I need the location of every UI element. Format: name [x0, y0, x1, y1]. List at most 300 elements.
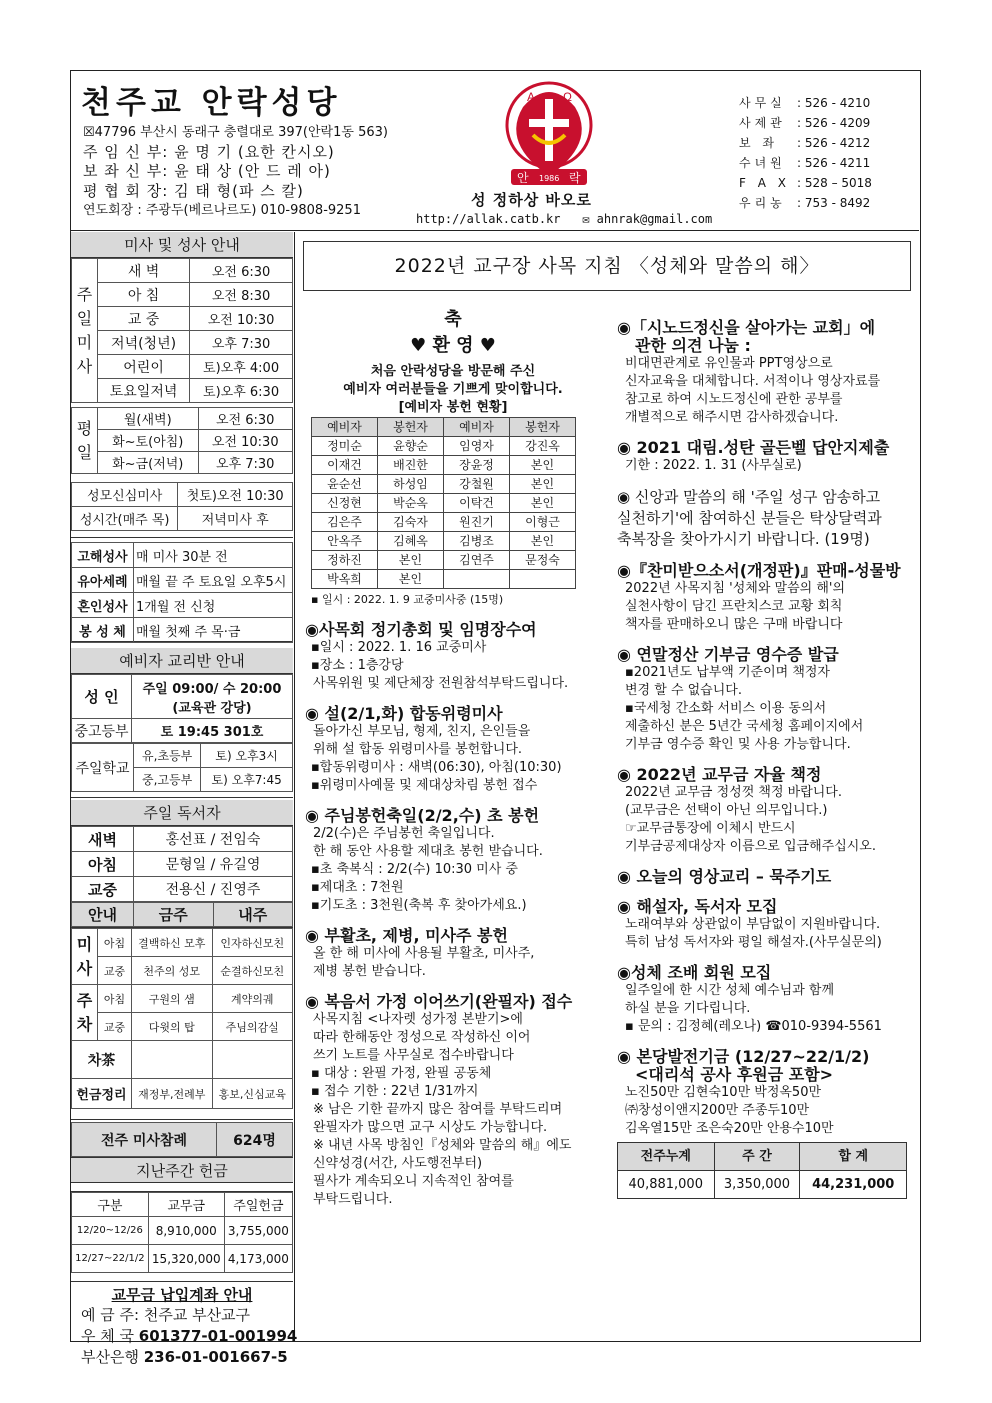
sponsor-cell: 배진한 [378, 456, 444, 475]
notice-line: 위해 설 합동 위령미사를 봉헌합니다. [313, 742, 523, 757]
notice-line: ▪초 축복식 : 2/2(수) 10:30 미사 중 [311, 862, 518, 877]
sacrament-table [71, 542, 293, 643]
notice-line: 실천사항이 담긴 프란치스코 교황 회칙 [625, 599, 843, 614]
notice-line: 필사가 계속되오니 지속적인 참여를 [313, 1174, 514, 1189]
collection-header-row [72, 1193, 293, 1217]
mass-schedule [71, 232, 293, 538]
mass-row [72, 307, 293, 331]
notice-line: 기한 : 2022. 1. 31 (사무실로) [625, 458, 802, 473]
sponsor-cell: 윤순선 [312, 475, 378, 494]
sacrament-info: 1개월 전 신청 [134, 593, 293, 618]
notice-line: 기부금 영수증 확인 및 사용 가능합니다. [625, 737, 851, 752]
phone-row [739, 193, 872, 213]
notice-line: ▪ 접수 기한 : 22년 1/31까지 [311, 1084, 479, 1099]
mass-name: 토요일저녁 [98, 379, 190, 403]
phone-row [739, 93, 872, 113]
reader-row [72, 877, 293, 902]
notice-line: ㈜창성이앤지200만 주종두10만 [625, 1103, 810, 1118]
left-column [71, 232, 298, 1366]
parish-logo [503, 77, 595, 189]
sponsor-row [312, 437, 576, 456]
welcome-table-title: [예비자 봉헌 현황] [398, 400, 508, 415]
reader-row [72, 827, 293, 852]
sacrament-info: 매월 첫째 주 목·금 [134, 618, 293, 643]
yeondo-leader: 연도회장 : 주광두(베르나르도) 010-9808-9251 [83, 203, 361, 218]
duty-table [71, 928, 293, 1109]
phone-label: 사무실 [739, 96, 786, 110]
notice-section [305, 927, 601, 981]
notice-line: ▪위령미사예물 및 제대상차림 봉헌 접수 [311, 778, 538, 793]
duty-this-week: 구원의 샘 [132, 985, 213, 1013]
sacrament-row [72, 543, 293, 568]
devotion-time: 첫토)오전 10:30 [178, 483, 293, 507]
mass-name: 화~금(저녁) [98, 452, 199, 474]
collection-cell: 8,910,000 [148, 1217, 224, 1245]
reader-mass: 교중 [72, 877, 134, 902]
notice-line: 일주일에 한 시간 성체 예수님과 함께 [625, 983, 835, 998]
notice-section [617, 868, 919, 886]
sacrament-info: 매 미사 30분 전 [134, 543, 293, 568]
phone-label: 수녀원 [739, 156, 786, 170]
sacrament-row [72, 618, 293, 643]
notice-title: ◉ 2022년 교무금 자율 책정 [617, 765, 822, 784]
logo-left-text: 안 [517, 171, 529, 185]
devotion-row [72, 507, 293, 531]
mass-row [72, 331, 293, 355]
notice-line: 2022년 사목지침 '성체와 말씀의 해'의 [625, 581, 846, 596]
notice-line: 특히 남성 독서자와 평일 해설자.(사무실문의) [625, 935, 882, 950]
sacrament-info: 매월 끝 주 토요일 오후5시 [134, 568, 293, 593]
sacrament-name: 혼인성사 [72, 593, 134, 618]
parish-info [83, 123, 388, 221]
notice-section [305, 807, 601, 915]
catechumen-sponsor-table [311, 417, 576, 589]
tea-row [72, 1041, 293, 1079]
account-row [81, 1347, 293, 1368]
sponsor-cell: 신정현 [312, 494, 378, 513]
duty-mass: 아침 [98, 985, 132, 1013]
sponsor-cell: 강철원 [444, 475, 510, 494]
tea-this-week [132, 1041, 213, 1079]
duty-this-week: 다윗의 탑 [132, 1013, 213, 1041]
notice-title: ◉ 설(2/1,화) 합동위령미사 [305, 704, 503, 723]
web-contact [416, 212, 712, 226]
duty-header-cell: 금주 [134, 903, 214, 927]
duty-mass: 교중 [98, 1013, 132, 1041]
devotion-table [71, 482, 293, 531]
sponsor-row [312, 532, 576, 551]
phone-row [739, 113, 872, 133]
notice-section [617, 646, 919, 754]
collection-cell: 4,173,000 [224, 1245, 292, 1273]
school-group: 중,고등부 [134, 768, 201, 792]
fund-value-cell: 44,231,000 [800, 1171, 907, 1199]
phone-number: : 526 - 4211 [797, 156, 871, 170]
mass-name: 교 중 [98, 307, 190, 331]
notice-line: ▪합동위령미사 : 새벽(06:30), 아침(10:30) [311, 760, 562, 775]
sponsor-cell: 박순옥 [378, 494, 444, 513]
email-link[interactable]: ✉ ahnrak@gmail.com [582, 212, 713, 226]
notice-line: 변경 할 수 없습니다. [625, 683, 742, 698]
readers-title: 주일 독서자 [71, 800, 293, 826]
devotion-row [72, 483, 293, 507]
notice-line: ▪2021년도 납부액 기준이며 책정자 [625, 665, 830, 680]
reader-names: 문형일 / 유길영 [134, 852, 293, 877]
fund-header-cell: 전주누계 [618, 1143, 715, 1171]
notice-line: 비대면관계로 유인물과 PPT영상으로 [625, 356, 833, 371]
phone-label: 보 좌 [739, 136, 778, 150]
sponsor-cell: 김혜옥 [378, 532, 444, 551]
notice-line: 노진50만 김현숙10만 박정옥50만 [625, 1085, 822, 1100]
bulletin-page [70, 70, 921, 1366]
notice-title: ◉ 2021 대림.성탄 골든벨 답안지제출 [617, 438, 890, 457]
collection-cell: 12/27~22/1/2 [72, 1245, 149, 1273]
notice-section [617, 487, 919, 550]
notice-title: ◉성체 조배 회원 모집 [617, 963, 772, 982]
parish-title: 천주교 안락성당 [81, 85, 342, 121]
notice-line: 기부금공제대상자 이름으로 입금해주십시오. [625, 839, 876, 854]
notice-line: 하실 분을 기다립니다. [625, 1001, 751, 1016]
notice-line: 돌아가신 부모님, 형제, 친지, 은인들을 [313, 724, 531, 739]
school-time: 토) 오후7:45 [201, 768, 293, 792]
phone-number: : 526 - 4212 [797, 136, 871, 150]
mass-time: 오전 8:30 [190, 283, 293, 307]
notice-section [617, 898, 919, 952]
sponsor-cell [510, 570, 576, 589]
duty-mass: 교중 [98, 957, 132, 985]
sacrament-row [72, 593, 293, 618]
mass-name: 월(새벽) [98, 408, 199, 430]
notice-title: ◉『찬미받으소서(개정판)』판매-성물방 [617, 561, 901, 580]
fund-value-cell: 3,350,000 [714, 1171, 800, 1199]
tea-label: 차茶 [72, 1041, 132, 1079]
fund-value-row [618, 1171, 907, 1199]
duty-label: 주 차 [72, 985, 98, 1041]
sacrament-info [71, 542, 293, 642]
notice-subtitle: <대리석 공사 후원금 포함> [635, 1065, 834, 1084]
offering-next-week: 홍보,신심교육 [212, 1079, 293, 1109]
duty-row [72, 957, 293, 985]
duty-next-week: 순결하신모친 [212, 957, 293, 985]
weekday-label: 평 일 [72, 408, 98, 474]
sponsor-cell: 본인 [510, 532, 576, 551]
duty-header-table [71, 902, 293, 927]
notice-line: ▪일시 : 2022. 1. 16 교중미사 [311, 640, 487, 655]
reader-names: 홍선표 / 전임숙 [134, 827, 293, 852]
notice-line: ☞교무금통장에 이체시 반드시 [625, 821, 796, 836]
notice-line: ◉ 신앙과 말씀의 해 '주일 성구 암송하고 [617, 488, 881, 506]
fund-header-cell: 합 계 [800, 1143, 907, 1171]
notice-line: 사목지침 <나자렛 성가정 본받기>에 [313, 1012, 523, 1027]
school-time: 토) 오후3시 [201, 744, 293, 768]
assistant-priest: 보 좌 신 부: 윤 태 상 (안 드 레 아) [83, 162, 331, 180]
sponsor-cell [444, 570, 510, 589]
notice-subtitle: 관한 의견 나눔 : [635, 336, 751, 355]
sponsor-cell: 본인 [378, 551, 444, 570]
mass-time: 오후 7:30 [198, 452, 293, 474]
notice-line: 제출하신 분은 5년간 국세청 홈페이지에서 [625, 719, 864, 734]
catechumen-title: 예비자 교리반 안내 [71, 648, 293, 674]
phone-label: F A X [739, 176, 790, 190]
sponsor-cell: 정미순 [312, 437, 378, 456]
devotion-name: 성모신심미사 [72, 483, 178, 507]
sacrament-name: 고해성사 [72, 543, 134, 568]
school-group: 유,초등부 [134, 744, 201, 768]
mass-row [72, 408, 293, 430]
logo-alpha: A [527, 90, 536, 104]
phone-row [739, 133, 872, 153]
fund-header-row [618, 1143, 907, 1171]
notice-line: 따라 한해동안 정성으로 작성하신 이어 [313, 1030, 531, 1045]
phone-number: : 528 – 5018 [797, 176, 872, 190]
mass-name: 저녁(청년) [98, 331, 190, 355]
notice-section [305, 705, 601, 795]
logo-omega: Ω [563, 90, 572, 104]
reader-mass: 아침 [72, 852, 134, 877]
notice-line: ▪국세청 간소화 서비스 이용 동의서 [625, 701, 827, 716]
collection-header-cell: 교무금 [148, 1193, 224, 1217]
collection-row [72, 1245, 293, 1273]
account-number: 천주교 부산교구 [143, 1306, 251, 1324]
notice-line: 김옥열15만 조은숙20만 안용수10만 [625, 1121, 834, 1136]
sponsor-cell: 김은주 [312, 513, 378, 532]
readers-table [71, 826, 293, 902]
logo-year: 1986 [539, 174, 560, 183]
notice-line: ▪ 문의 : 김정혜(레오나) ☎010-9394-5561 [625, 1019, 882, 1034]
website-link[interactable]: http://allak.catb.kr [416, 212, 561, 226]
notice-line: 실천하기'에 참여하신 분들은 탁상달력과 [617, 509, 882, 527]
phone-number: : 753 - 8492 [797, 196, 871, 210]
sponsor-cell: 문정숙 [510, 551, 576, 570]
welcome-heading [305, 307, 601, 359]
sponsor-header-row [312, 418, 576, 437]
account-title: 교무금 납입계좌 안내 [111, 1286, 253, 1304]
notice-title: ◉ 연말정산 기부금 영수증 발급 [617, 645, 839, 664]
phone-row [739, 153, 872, 173]
sacrament-name: 봉 성 체 [72, 618, 134, 643]
sponsor-cell: 임영자 [444, 437, 510, 456]
sponsor-row [312, 494, 576, 513]
notice-line: ▪기도초 : 3천원(축복 후 찾아가세요.) [311, 898, 527, 913]
notice-section [617, 766, 919, 856]
reader-names: 전용신 / 진영주 [134, 877, 293, 902]
duty-next-week: 인자하신모친 [212, 929, 293, 957]
notice-line: 제병 봉헌 받습니다. [313, 964, 426, 979]
notice-line: 신자교육을 대체합니다. 서적이나 영상자료를 [625, 374, 881, 389]
sponsor-cell: 장윤정 [444, 456, 510, 475]
notice-title: ◉ 본당발전기금 (12/27~22/1/2) [617, 1047, 870, 1066]
notice-line: 쓰기 노트를 사무실로 접수바랍니다 [313, 1048, 514, 1063]
duty-header-cell: 내주 [213, 903, 293, 927]
mass-row [72, 452, 293, 474]
notice-title: ◉「시노드정신을 살아가는 교회」에 [617, 318, 876, 337]
mass-row [72, 430, 293, 452]
duty-next-week: 계약의궤 [212, 985, 293, 1013]
duty-this-week: 천주의 성모 [132, 957, 213, 985]
council-president: 평 협 회 장: 김 태 형(파 스 칼) [83, 181, 304, 200]
phone-row [739, 173, 872, 193]
duty-next-week: 주님의감실 [212, 1013, 293, 1041]
fund-total-table [617, 1142, 907, 1199]
reader-mass: 새벽 [72, 827, 134, 852]
sponsor-cell: 본인 [510, 475, 576, 494]
right-column [617, 307, 919, 1199]
collection-title: 지난주간 헌금 [71, 1157, 293, 1183]
sunday-mass-table [71, 258, 293, 403]
duty-label: 미 사 [72, 929, 98, 985]
sponsor-cell: 안옥주 [312, 532, 378, 551]
sponsor-cell: 이탁건 [444, 494, 510, 513]
mass-name: 어린이 [98, 355, 190, 379]
attendance-count: 624명 [216, 1123, 292, 1157]
account-row [81, 1305, 293, 1326]
phone-list [739, 93, 872, 213]
pastoral-guideline-banner: 2022년 교구장 사목 지침 〈성체와 말씀의 해〉 [303, 241, 911, 291]
mass-time: 오후 7:30 [190, 331, 293, 355]
notice-line: 신약성경(서간, 사도행전부터) [313, 1156, 483, 1171]
account-number: 236-01-001667-5 [143, 1348, 288, 1366]
phone-number: : 526 - 4209 [797, 116, 871, 130]
notice-section [617, 1048, 919, 1138]
mass-name: 화~토(아침) [98, 430, 199, 452]
attendance-label: 전주 미사참례 [72, 1123, 217, 1157]
header [71, 71, 919, 231]
account-bank: 예 금 주: [81, 1306, 140, 1324]
sponsor-cell: 강진옥 [510, 437, 576, 456]
offering-row [72, 1079, 293, 1109]
mass-row [72, 355, 293, 379]
mass-name: 아 침 [98, 283, 190, 307]
collection-box [71, 1192, 293, 1282]
account-bank: 우 체 국 [81, 1327, 135, 1345]
duty-row [72, 1013, 293, 1041]
sponsor-cell: 본인 [510, 456, 576, 475]
welcome-desc-2: 예비자 여러분들을 기쁘게 맞이합니다. [343, 382, 563, 397]
duty-this-week: 결백하신 모후 [132, 929, 213, 957]
collection-row [72, 1217, 293, 1245]
collection-cell: 12/20~12/26 [72, 1217, 149, 1245]
notice-line: 올 한 해 미사에 사용될 부활초, 미사주, [313, 946, 535, 961]
notice-section [617, 439, 919, 475]
notice-line: 2/2(수)은 주님봉헌 축일입니다. [313, 826, 495, 841]
notice-title: ◉ 오늘의 영상교리 – 묵주기도 [617, 867, 832, 886]
offering-label: 헌금정리 [72, 1079, 132, 1109]
mass-time: 토)오후 6:30 [190, 379, 293, 403]
notice-section [305, 993, 601, 1209]
fund-header-cell: 주 간 [714, 1143, 800, 1171]
sponsor-cell: 김연주 [444, 551, 510, 570]
sponsor-cell: 이형근 [510, 513, 576, 532]
sunday-school-table [71, 743, 293, 792]
sponsor-header-cell: 봉헌자 [510, 418, 576, 437]
welcome-line-1: 축 [444, 309, 462, 330]
notice-section [617, 319, 919, 427]
mass-row [72, 379, 293, 403]
notice-line: ▪제대초 : 7천원 [311, 880, 404, 895]
offering-this-week: 재정부,전례부 [132, 1079, 213, 1109]
sponsor-cell: 김병조 [444, 532, 510, 551]
sponsor-row [312, 456, 576, 475]
sponsor-cell: 본인 [378, 570, 444, 589]
tea-next-week [212, 1041, 293, 1079]
notice-line: 축복장을 찾아가시기 바랍니다. (19명) [617, 530, 870, 548]
adult-class-place: (교육관 강당) [172, 700, 252, 716]
sponsor-row [312, 551, 576, 570]
account-box [71, 1284, 298, 1366]
sponsor-cell: 본인 [510, 494, 576, 513]
notice-line: 2022년 교무금 정성껏 책정 바랍니다. [625, 785, 842, 800]
adult-class-time: 주일 09:00/ 수 20:00 [142, 681, 282, 697]
sponsor-row [312, 513, 576, 532]
middle-column [305, 307, 601, 1209]
welcome-date-note: ▪ 일시 : 2022. 1. 9 교중미사중 (15명) [311, 593, 504, 606]
reader-row [72, 852, 293, 877]
mass-schedule-title: 미사 및 성사 안내 [71, 232, 293, 258]
notice-line: 참고로 하여 시노드정신에 관한 공부를 [625, 392, 843, 407]
notice-line: 책자를 판매하오니 많은 구매 바랍니다 [625, 617, 843, 632]
duty-mass: 아침 [98, 929, 132, 957]
duty-row [72, 985, 293, 1013]
address: ☒47796 부산시 동래구 충렬대로 397(안락1동 563) [83, 125, 388, 140]
duty-row [72, 929, 293, 957]
adult-class-label: 성 인 [72, 675, 132, 719]
mass-time: 오전 10:30 [198, 430, 293, 452]
sponsor-cell: 윤향순 [378, 437, 444, 456]
phone-label: 사제관 [739, 116, 786, 130]
devotion-name: 성시간(매주 목) [72, 507, 178, 531]
account-row [81, 1326, 298, 1347]
notice-section [617, 562, 919, 634]
notice-line: ▪장소 : 1층강당 [311, 658, 404, 673]
collection-header-cell: 구분 [72, 1193, 149, 1217]
sunday-readers [71, 800, 293, 928]
mass-time: 토)오후 4:00 [190, 355, 293, 379]
notice-title: ◉ 부활초, 제병, 미사주 봉헌 [305, 926, 508, 945]
sponsor-header-cell: 예비자 [444, 418, 510, 437]
notice-line: 부탁드립니다. [313, 1192, 393, 1207]
youth-class-label: 중고등부 [72, 719, 132, 743]
notice-line: ▪ 대상 : 완필 가정, 완필 공동체 [311, 1066, 492, 1081]
notice-line: 사목위원 및 제단체장 전원참석부탁드립니다. [313, 676, 569, 691]
mass-row [72, 259, 293, 283]
sponsor-cell: 박옥희 [312, 570, 378, 589]
sponsor-row [312, 475, 576, 494]
notice-line: 한 해 동안 사용할 제대초 봉헌 받습니다. [313, 844, 543, 859]
sunday-school-label: 주일학교 [72, 744, 134, 792]
attendance-box [71, 1122, 293, 1192]
notice-title: ◉ 해설자, 독서자 모집 [617, 897, 778, 916]
notice-title: ◉ 복음서 가정 이어쓰기(완필자) 접수 [305, 992, 573, 1011]
collection-cell: 15,320,000 [148, 1245, 224, 1273]
welcome-desc-1: 처음 안락성당을 방문해 주신 [370, 364, 536, 379]
notice-line: 개별적으로 해주시면 감사하겠습니다. [625, 410, 839, 425]
sponsor-header-cell: 봉헌자 [378, 418, 444, 437]
logo-right-text: 락 [569, 171, 581, 185]
collection-header-cell: 주일헌금 [224, 1193, 292, 1217]
mass-time: 오전 10:30 [190, 307, 293, 331]
mass-row [72, 283, 293, 307]
sponsor-cell: 이재건 [312, 456, 378, 475]
sponsor-header-cell: 예비자 [312, 418, 378, 437]
sponsor-row [312, 570, 576, 589]
sunday-label: 주 일 미 사 [72, 259, 98, 403]
phone-label: 우리농 [739, 196, 786, 210]
phone-number: : 526 - 4210 [797, 96, 871, 110]
weekday-mass-table [71, 407, 293, 474]
mass-name: 새 벽 [98, 259, 190, 283]
mass-time: 오전 6:30 [198, 408, 293, 430]
notice-line: (교무금은 선택이 아닌 의무입니다.) [625, 803, 828, 818]
